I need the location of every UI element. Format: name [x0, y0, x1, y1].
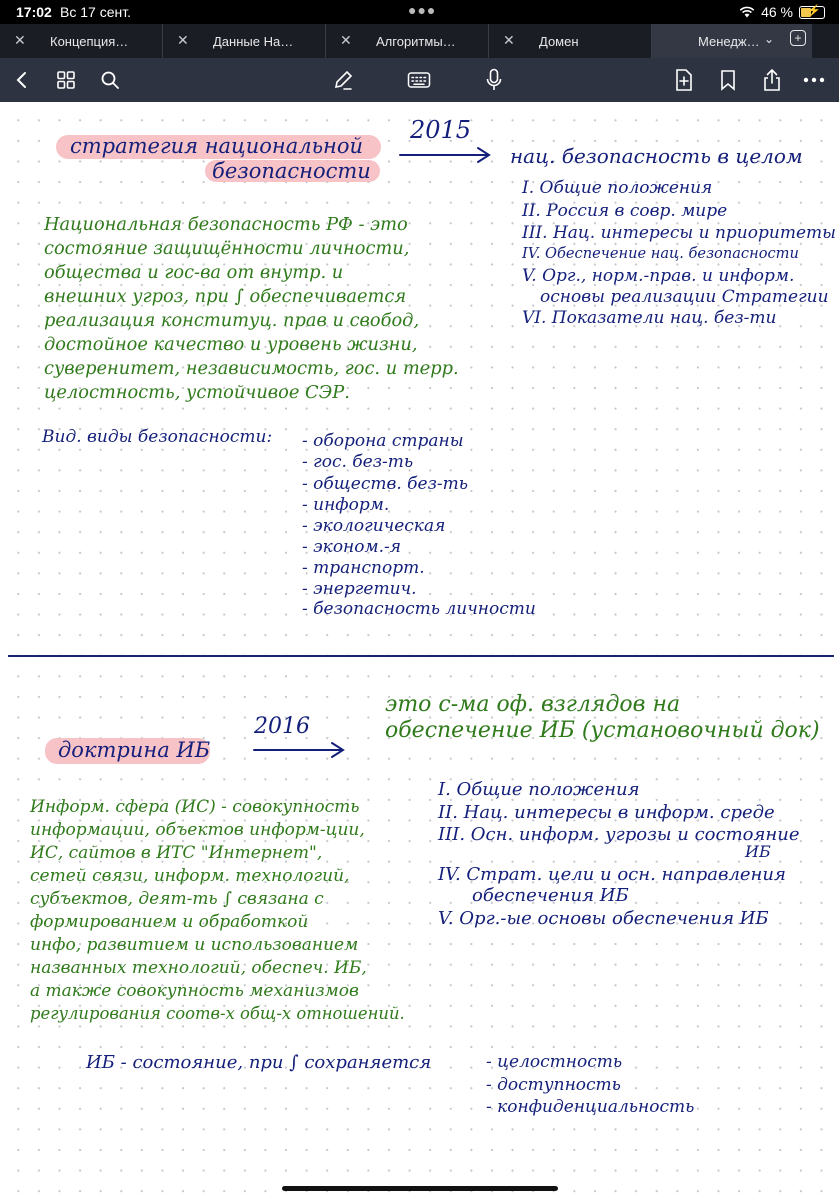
tab-4[interactable]	[489, 24, 652, 58]
list-item: - энергетич.	[302, 579, 417, 599]
grid-view-icon[interactable]	[52, 66, 80, 94]
tab-2[interactable]	[163, 24, 326, 58]
doctrine-definition-line2: обеспечение ИБ (установочный док)	[385, 718, 820, 743]
list-item: V. Орг., норм.-прав. и информ.	[522, 266, 795, 286]
share-icon[interactable]	[758, 66, 786, 94]
list-item: основы реализации Стратегии	[540, 287, 829, 307]
list-item: - безопасность личности	[302, 599, 536, 619]
definition-line: ИС, сайтов в ИТС "Интернет",	[30, 843, 323, 863]
year-2016: 2016	[254, 714, 310, 739]
strategy-title-line1: стратегия национальной	[70, 134, 364, 158]
list-item: IV. Страт. цели и осн. направления	[438, 864, 786, 885]
definition-line: информации, объектов информ-ции,	[30, 820, 365, 840]
toolbar	[0, 58, 839, 102]
arrow-target-text: нац. безопасность в целом	[510, 144, 803, 168]
list-item: - экологическая	[302, 516, 446, 536]
microphone-icon[interactable]	[480, 66, 508, 94]
definition-line: целостность, устойчивое СЭР.	[44, 382, 350, 403]
security-types-label: Вид. виды безопасности:	[42, 427, 273, 447]
list-item: V. Орг.-ые основы обеспечения ИБ	[438, 908, 769, 929]
home-indicator[interactable]	[282, 1186, 558, 1191]
definition-line: сетей связи, информ. технологий,	[30, 866, 350, 886]
section-divider	[8, 655, 834, 657]
close-tab-icon[interactable]: ✕	[14, 32, 26, 48]
definition-line: субъектов, деят-ть ∫ связана с	[30, 889, 324, 909]
chevron-down-icon[interactable]: ⌄	[764, 32, 775, 46]
doctrine-definition-line1: это с-ма оф. взглядов на	[385, 692, 681, 717]
close-tab-icon[interactable]: ✕	[340, 32, 352, 48]
status-bar	[0, 0, 839, 24]
arrow-right-icon	[398, 145, 494, 165]
definition-line: Информ. сфера (ИС) - совокупность	[30, 797, 360, 817]
definition-line: инфо, развитием и использованием	[30, 935, 359, 955]
list-item: - информ.	[302, 495, 390, 515]
ib-definition: ИБ - состояние, при ∫ сохраняется	[86, 1052, 432, 1073]
list-item: - транспорт.	[302, 558, 425, 578]
definition-line: внешних угроз, при ∫ обеспечивается	[44, 286, 407, 307]
close-tab-icon[interactable]: ✕	[177, 32, 189, 48]
tab-5-active[interactable]	[652, 24, 812, 58]
tab-1[interactable]	[0, 24, 163, 58]
battery-icon	[799, 6, 825, 19]
status-right	[739, 4, 825, 20]
definition-line: суверенитет, независимость, гос. и терр.	[44, 358, 459, 379]
definition-line: а также совокупность механизмов	[30, 981, 359, 1001]
list-item: - гос. без-ть	[302, 452, 414, 472]
definition-line: названных технологий, обеспеч. ИБ,	[30, 958, 367, 978]
status-time: 17:02	[16, 4, 52, 20]
list-item: - доступность	[486, 1075, 621, 1095]
definition-line: реализация конституц. прав и свобод,	[44, 310, 420, 331]
pen-icon[interactable]	[329, 66, 357, 94]
close-tab-icon[interactable]: ✕	[503, 32, 515, 48]
strategy-title-line2: безопасности	[212, 159, 371, 183]
tab-label: Алгоритмы…	[376, 34, 456, 49]
list-item: IV. Обеспечение нац. безопасности	[522, 245, 799, 262]
list-item: - эконом.-я	[302, 537, 401, 557]
multitasking-dots-icon[interactable]: ●●●	[408, 2, 437, 18]
tab-bar	[0, 24, 839, 58]
search-icon[interactable]	[96, 66, 124, 94]
tab-3[interactable]	[326, 24, 489, 58]
definition-line: формированием и обработкой	[30, 912, 309, 932]
tab-label: Данные На…	[213, 34, 294, 49]
arrow-right-icon	[252, 740, 348, 760]
list-item: I. Общие положения	[438, 779, 640, 800]
note-page[interactable]	[0, 102, 839, 1200]
list-item: - конфиденциальность	[486, 1097, 695, 1117]
definition-line: достойное качество и уровень жизни,	[44, 334, 418, 355]
battery-percent: 46 %	[761, 4, 793, 20]
charging-bolt-icon: ⚡	[807, 4, 821, 17]
wifi-icon	[739, 6, 755, 18]
more-options-icon[interactable]	[800, 66, 828, 94]
bookmark-icon[interactable]	[714, 66, 742, 94]
doctrine-title: доктрина ИБ	[58, 738, 211, 762]
tab-label: Концепция…	[50, 34, 129, 49]
status-date: Вс 17 сент.	[60, 4, 131, 20]
list-item: - обществ. без-ть	[302, 474, 469, 494]
definition-line: Национальная безопасность РФ - это	[44, 214, 408, 235]
new-tab-plus-icon[interactable]: +	[790, 30, 806, 46]
tab-label: Домен	[539, 34, 579, 49]
list-item: - оборона страны	[302, 431, 464, 451]
list-item: III. Нац. интересы и приоритеты	[522, 223, 836, 243]
tab-label: Менедж…	[698, 34, 760, 49]
list-item: II. Россия в совр. мире	[522, 201, 728, 221]
keyboard-icon[interactable]	[405, 66, 433, 94]
list-item: VI. Показатели нац. без-ти	[522, 308, 777, 328]
list-item: I. Общие положения	[522, 178, 713, 198]
list-item: III. Осн. информ. угрозы и состояние	[438, 824, 800, 845]
definition-line: общества и гос-ва от внутр. и	[44, 262, 344, 283]
definition-line: регулирования соотв-х общ-х отношений.	[30, 1004, 405, 1023]
add-page-icon[interactable]	[670, 66, 698, 94]
list-item: ИБ	[745, 842, 771, 861]
list-item: - целостность	[486, 1052, 623, 1072]
list-item: обеспечения ИБ	[472, 885, 629, 906]
back-chevron-icon[interactable]	[8, 66, 36, 94]
list-item: II. Нац. интересы в информ. среде	[438, 802, 775, 823]
year-2015: 2015	[410, 116, 472, 144]
definition-line: состояние защищённости личности,	[44, 238, 410, 259]
